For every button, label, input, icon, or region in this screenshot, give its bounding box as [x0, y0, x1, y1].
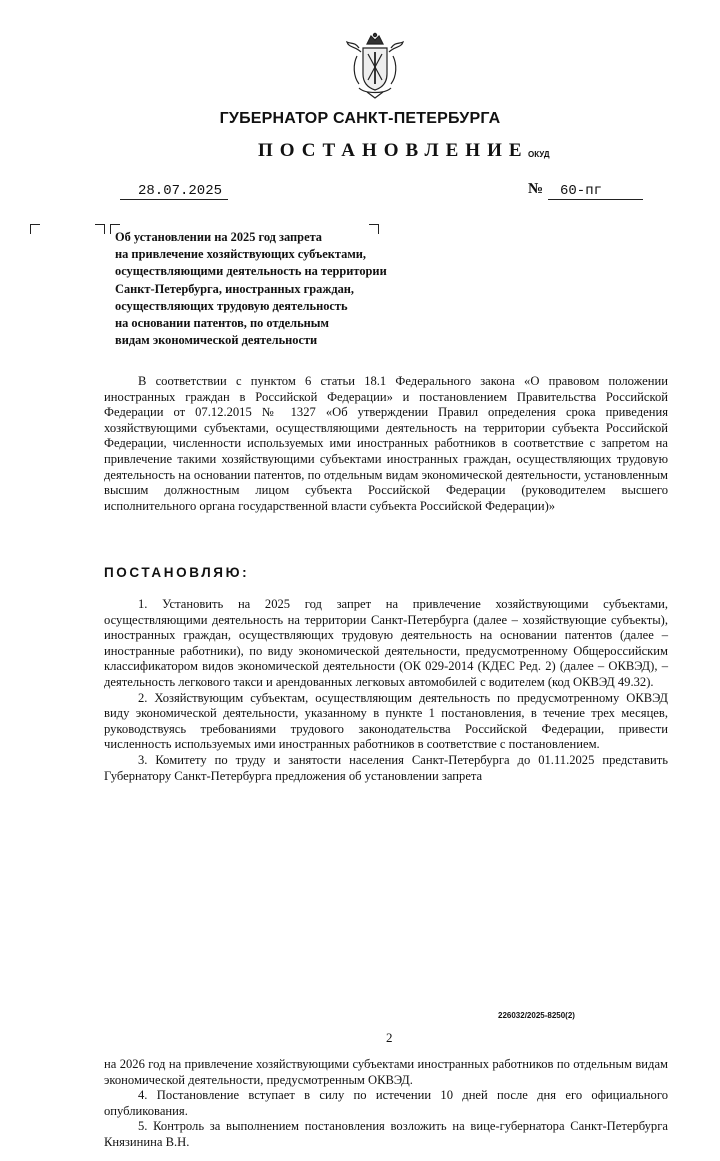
- corner-mark: [30, 224, 40, 234]
- issuer-title: ГУБЕРНАТОР САНКТ-ПЕТЕРБУРГА: [219, 110, 501, 127]
- item-4: 4. Постановление вступает в силу по истечении 10 дней после дня его официального опубликования.: [104, 1088, 668, 1118]
- preamble-block: [104, 374, 668, 514]
- subject-line: на основании патентов, по отдельным: [115, 316, 329, 331]
- item-5: 5. Контроль за выполнением постановления возложить на вице-губернатора Санкт-Петербурга Князинина В.Н.: [104, 1119, 668, 1149]
- items-page1: [104, 597, 668, 784]
- item-1: 1. Установить на 2025 год запрет на привлечение хозяйствующими субъектами, осуществляющими деятельность на территории Санкт-Петербурга (далее – хозяйствующие субъекты), иностранных граждан, осуществляющих трудовую деятельность на основании патентов (далее – иностранные работники), по виду экономической деятельности, предусмотренному Общероссийским классификатором видов экономической деятельности (ОК 029-2014 (КДЕС Ред. 2) (далее – ОКВЭД), – деятельность легкового такси и арендованных легковых автомобилей с водителем (код ОКВЭД 49.32).: [104, 597, 668, 689]
- page-number: 2: [386, 1030, 393, 1045]
- subject-line: Санкт-Петербурга, иностранных граждан,: [115, 281, 355, 296]
- continuation-text: на 2026 год на привлечение хозяйствующими субъектами иностранных работников по отдельным видам экономической деятельности, предусмотренным ОКВЭД.: [104, 1057, 668, 1087]
- date-underline: [120, 199, 228, 200]
- subject-line: видам экономической деятельности: [115, 333, 318, 348]
- corner-mark: [95, 224, 105, 234]
- number-sign: №: [528, 181, 544, 197]
- document-type-heading: ПОСТАНОВЛЕНИЕ: [258, 140, 529, 161]
- subject-line: на привлечение хозяйствующих субъектами,: [115, 247, 367, 262]
- page2-body: [104, 1057, 668, 1151]
- preamble-paragraph: В соответствии с пунктом 6 статьи 18.1 Федерального закона «О правовом положении иностранных граждан в Российской Федерации» и постановлением Правительства Российской Федерации от 07.12.2015 № 1327 «Об утверждении Правил определения срока приведения хозяйствующими субъектами, осуществляющими деятельность на территории субъекта Российской Федерации, численности используемых ими иностранных работников в соответствие с запретом на привлечение такими хозяйствующими субъектами иностранных граждан, осуществляющих трудовую деятельность на основании патентов, по отдельным видам экономической деятельности, установленным высшим должностным лицом субъекта Российской Федерации (руководителем высшего исполнительного органа государственной власти субъекта Российской Федерации)»: [104, 374, 668, 513]
- page-break: [0, 932, 720, 990]
- document-number: 60-пг: [560, 183, 603, 199]
- item-2: 2. Хозяйствующим субъектам, осуществляющим деятельность по предусмотренному ОКВЭД виду экономической деятельности, указанному в пункте 1 постановления, в течение трех месяцев, руководствуясь требованиями трудового законодательства Российской Федерации, привести численность используемых ими иностранных работников в соответствие с постановлением.: [104, 690, 668, 752]
- number-underline: [548, 199, 643, 200]
- item-3: 3. Комитету по труду и занятости населения Санкт-Петербурга до 01.11.2025 представить Губернатору Санкт-Петербурга предложения об установлении запрета: [104, 752, 668, 783]
- coat-of-arms-emblem: [341, 30, 409, 100]
- document-subject: [115, 229, 445, 349]
- okud-label: ОКУД: [528, 150, 550, 159]
- subject-line: осуществляющими деятельность на территории: [115, 264, 387, 279]
- decree-heading: ПОСТАНОВЛЯЮ:: [104, 565, 250, 580]
- subject-line: осуществляющих трудовую деятельность: [115, 298, 348, 313]
- document-date: 28.07.2025: [138, 183, 223, 199]
- document-code: 226032/2025-8250(2): [498, 1011, 575, 1020]
- subject-line: Об установлении на 2025 год запрета: [115, 230, 323, 244]
